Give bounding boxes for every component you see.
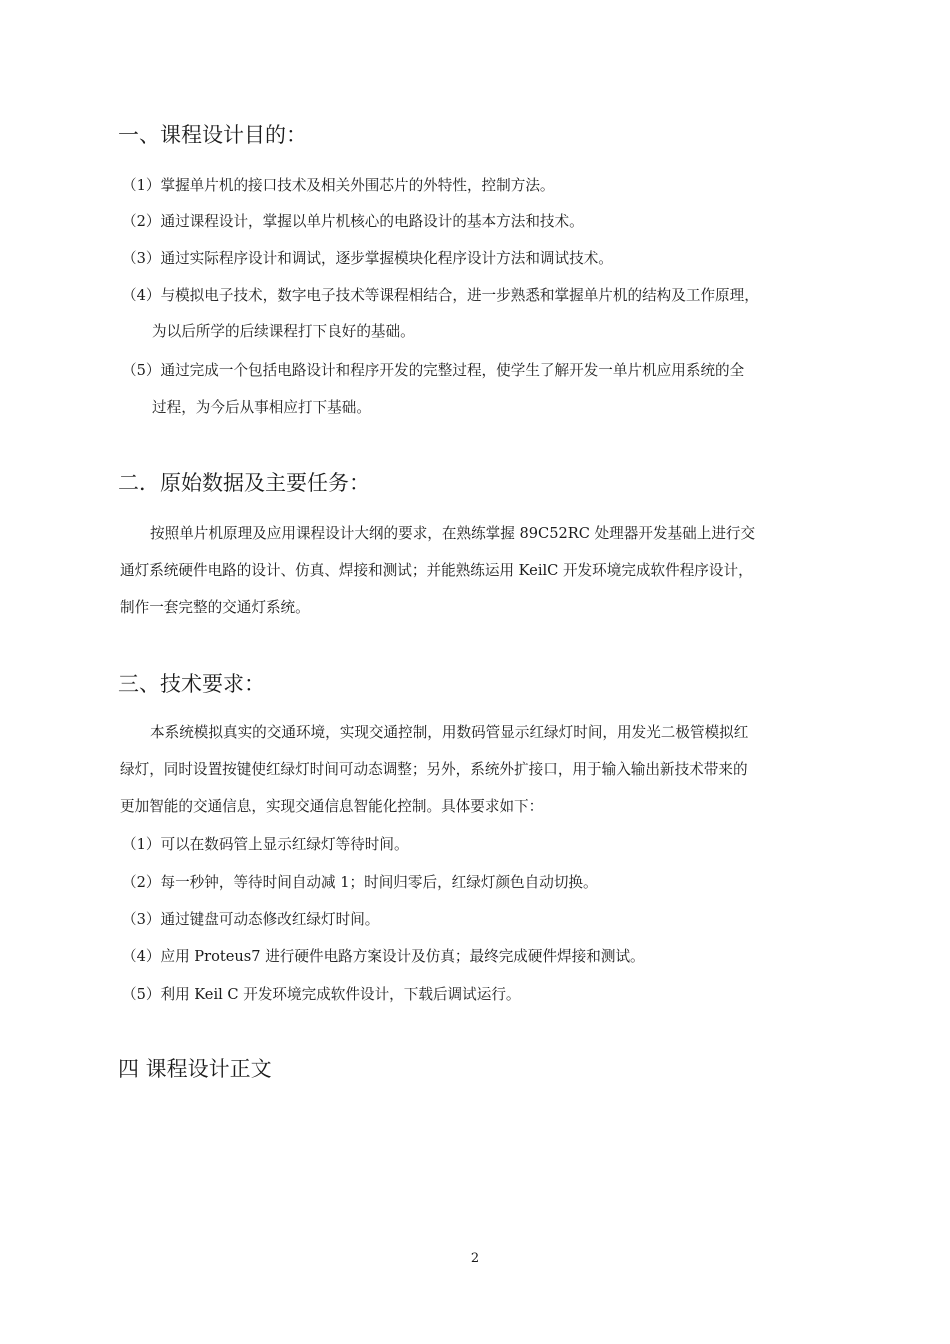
- section2-line-2: 通灯系统硬件电路的设计、仿真、焊接和测试；并能熟练运用 KeilC 开发环境完成软件程序设计，: [120, 562, 753, 579]
- section2-line-1: 按照单片机原理及应用课程设计大纲的要求，在熟练掌握 89C52RC 处理器开发基础上进行交: [150, 525, 756, 542]
- section1-item-3: （3）通过实际程序设计和调试，逐步掌握模块化程序设计方法和调试技术。: [122, 250, 613, 267]
- section1-item-5-cont: 过程，为今后从事相应打下基础。: [152, 399, 371, 416]
- section3-line-1: 本系统模拟真实的交通环境，实现交通控制，用数码管显示红绿灯时间，用发光二极管模拟红: [150, 724, 749, 741]
- section1-item-4-cont: 为以后所学的后续课程打下良好的基础。: [152, 323, 415, 340]
- page-number: 2: [470, 1251, 480, 1266]
- section1-item-1: （1）掌握单片机的接口技术及相关外围芯片的外特性，控制方法。: [122, 177, 555, 194]
- section1-item-5: （5）通过完成一个包括电路设计和程序开发的完整过程，使学生了解开发一单片机应用系统的全: [122, 362, 745, 379]
- section3-heading: 三、技术要求：: [118, 672, 265, 696]
- section1-heading: 一、课程设计目的：: [118, 123, 307, 147]
- section3-item-3: （3）通过键盘可动态修改红绿灯时间。: [122, 911, 380, 928]
- section3-item-4: （4）应用 Proteus7 进行硬件电路方案设计及仿真；最终完成硬件焊接和测试。: [122, 948, 645, 965]
- section1-item-2: （2）通过课程设计，掌握以单片机核心的电路设计的基本方法和技术。: [122, 213, 584, 230]
- section3-line-2: 绿灯，同时设置按键使红绿灯时间可动态调整；另外，系统外扩接口，用于输入输出新技术带来的: [120, 761, 748, 778]
- section2-line-3: 制作一套完整的交通灯系统。: [120, 599, 310, 616]
- section3-item-2: （2）每一秒钟，等待时间自动减 1；时间归零后，红绿灯颜色自动切换。: [122, 874, 598, 891]
- section2-heading: 二．原始数据及主要任务：: [118, 471, 370, 495]
- section1-item-4: （4）与模拟电子技术，数字电子技术等课程相结合，进一步熟悉和掌握单片机的结构及工作原理，: [122, 287, 759, 304]
- section3-item-5: （5）利用 Keil C 开发环境完成软件设计，下载后调试运行。: [122, 986, 521, 1003]
- section3-item-1: （1）可以在数码管上显示红绿灯等待时间。: [122, 836, 409, 853]
- section3-line-3: 更加智能的交通信息，实现交通信息智能化控制。具体要求如下：: [120, 798, 544, 815]
- section4-heading: 四 课程设计正文: [118, 1057, 272, 1081]
